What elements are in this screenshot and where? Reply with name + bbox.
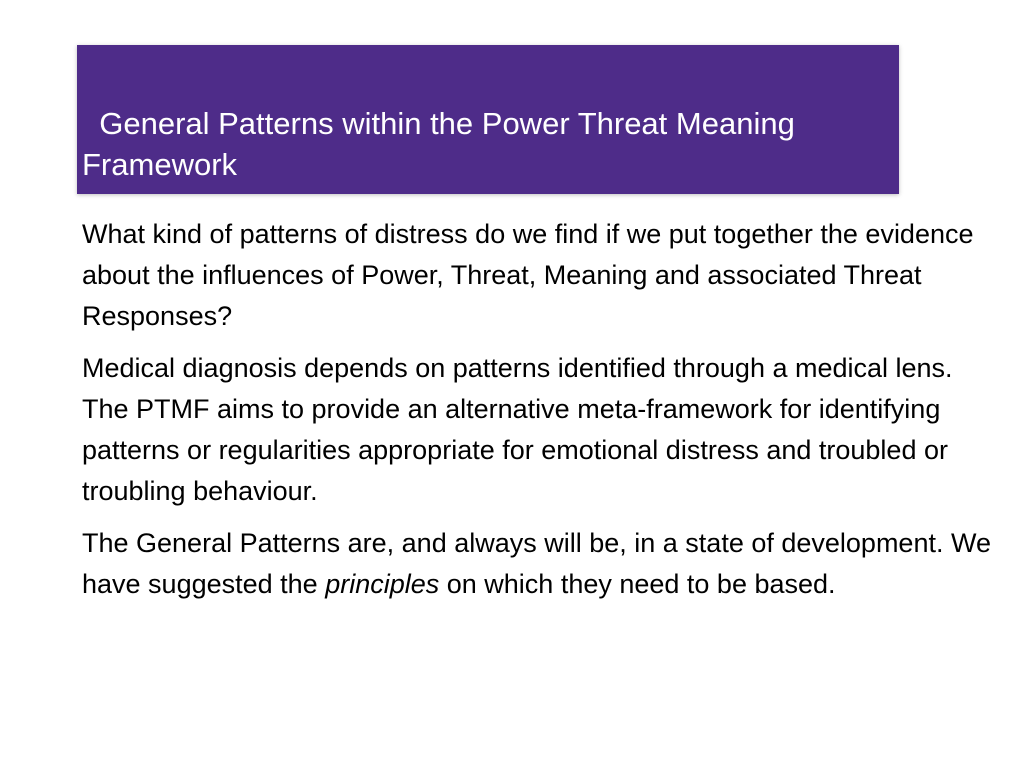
paragraph-medical-diagnosis: Medical diagnosis depends on patterns identified through a medical lens. The PTMF aims to provide an alternative meta-framework for identifying patterns or regularities appropriate for emotional distress and troubled or troubling behaviour. [82, 353, 953, 506]
paragraph-general-patterns-end: on which they need to be based. [439, 569, 836, 599]
paragraph-patterns-question: What kind of patterns of distress do we find if we put together the evidence about the influences of Power, Threat, Meaning and associated Threat Responses? [82, 219, 974, 331]
paragraph-general-patterns [82, 523, 997, 605]
slide-body [82, 214, 997, 616]
paragraph-general-patterns-start: The General Patterns are, and always will be, in a state of development. We have suggested the [82, 528, 991, 599]
title-banner [77, 45, 899, 194]
slide-title: General Patterns within the Power Threat Meaning Framework [82, 106, 804, 182]
principles-emphasis: principles [325, 569, 440, 599]
